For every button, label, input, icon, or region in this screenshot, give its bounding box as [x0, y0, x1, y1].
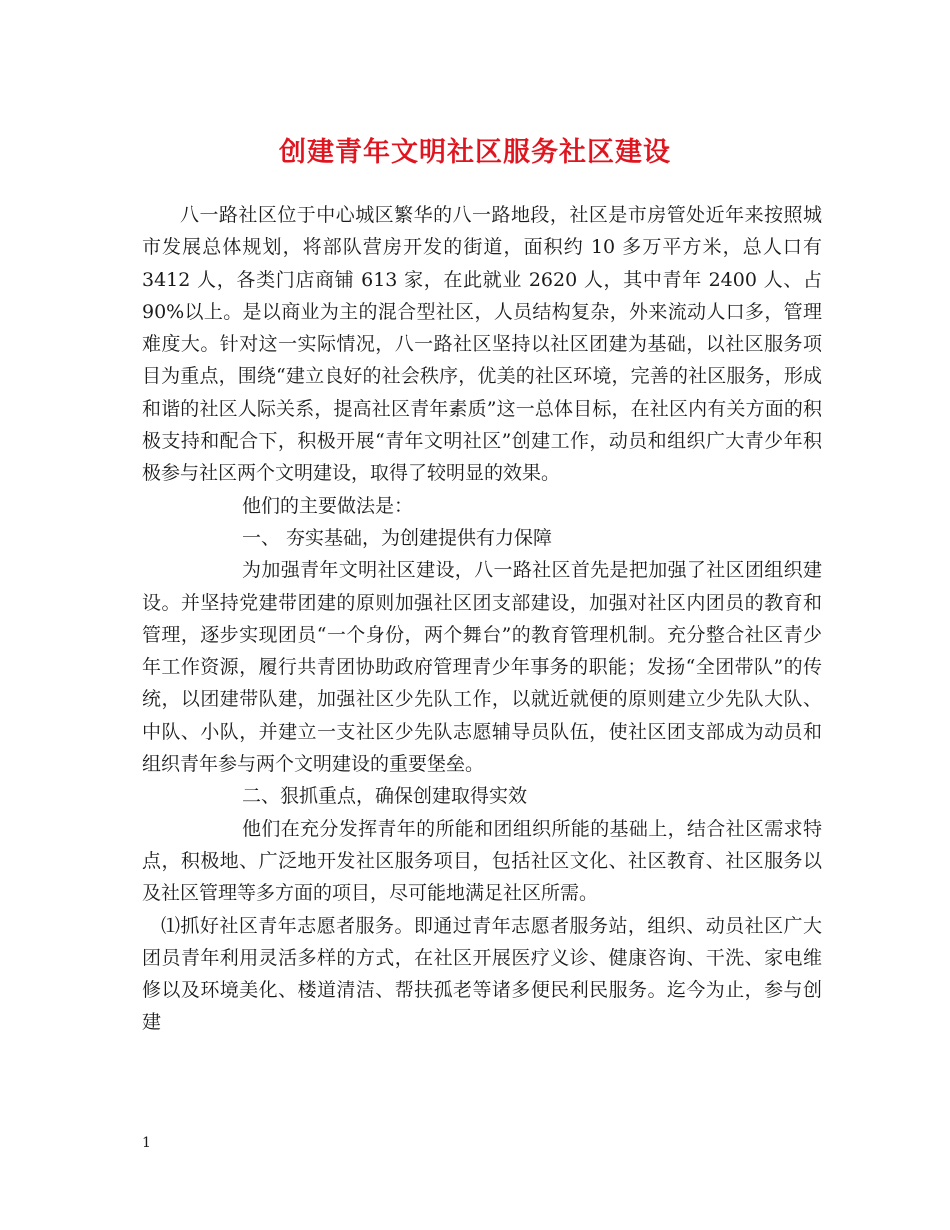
paragraph-section-1: 为加强青年文明社区建设，八一路社区首先是把加强了社区团组织建设。并坚持党建带团建的原则加强社区团支部建设，加强对社区内团员的教育和管理，逐步实现团员“一个身份，两个舞台”的教育管理机制。充分整合社区青少年工作资源，履行共青团协助政府管理青少年事务的职能；发扬“全团带队”的传统，以团建带队建，加强社区少先队工作，以就近就便的原则建立少先队大队、中队、小队，并建立一支社区少先队志愿辅导员队伍，使社区团支部成为动员和组织青年参与两个文明建设的重要堡垒。: [142, 559, 822, 776]
paragraph-volunteer-service: ⑴抓好社区青年志愿者服务。即通过青年志愿者服务站，组织、动员社区广大团员青年利用灵活多样的方式，在社区开展医疗义诊、健康咨询、干洗、家电维修以及环境美化、楼道清洁、帮扶孤老等诸多便民利民服务。迄今为止，参与创建: [142, 914, 822, 1034]
document-title: 创建青年文明社区服务社区建设: [279, 137, 671, 168]
section-heading-1: 一、 夯实基础，为创建提供有力保障: [242, 526, 553, 549]
section-heading-2: 二、狠抓重点，确保创建取得实效: [242, 785, 528, 808]
paragraph-section-2: 他们在充分发挥青年的所能和团组织所能的基础上，结合社区需求特点，积极地、广泛地开发社区服务项目，包括社区文化、社区教育、社区服务以及社区管理等多方面的项目，尽可能地满足社区所需。: [142, 817, 822, 905]
document-body: [142, 199, 822, 1039]
paragraph-intro: 八一路社区位于中心城区繁华的八一路地段，社区是市房管处近年来按照城市发展总体规划，将部队营房开发的街道，面积约 10 多万平方米，总人口有 3412 人，各类门店商铺 613 家，在此就业 2620 人，其中青年 2400 人、占 90%以上。是以商业为主的混合型社区，人员结构复杂，外来流动人口多，管理难度大。针对这一实际情况，八一路社区坚持以社区团建为基础，以社区服务项目为重点，围绕“建立良好的社会秩序，优美的社区环境，完善的社区服务，形成和谐的社区人际关系，提高社区青年素质”这一总体目标，在社区内有关方面的积极支持和配合下，积极开展“青年文明社区”创建工作，动员和组织广大青少年积极参与社区两个文明建设，取得了较明显的效果。: [142, 204, 822, 485]
paragraph-methods-lead: 他们的主要做法是：: [242, 494, 414, 517]
page-number: 1: [142, 1135, 151, 1151]
